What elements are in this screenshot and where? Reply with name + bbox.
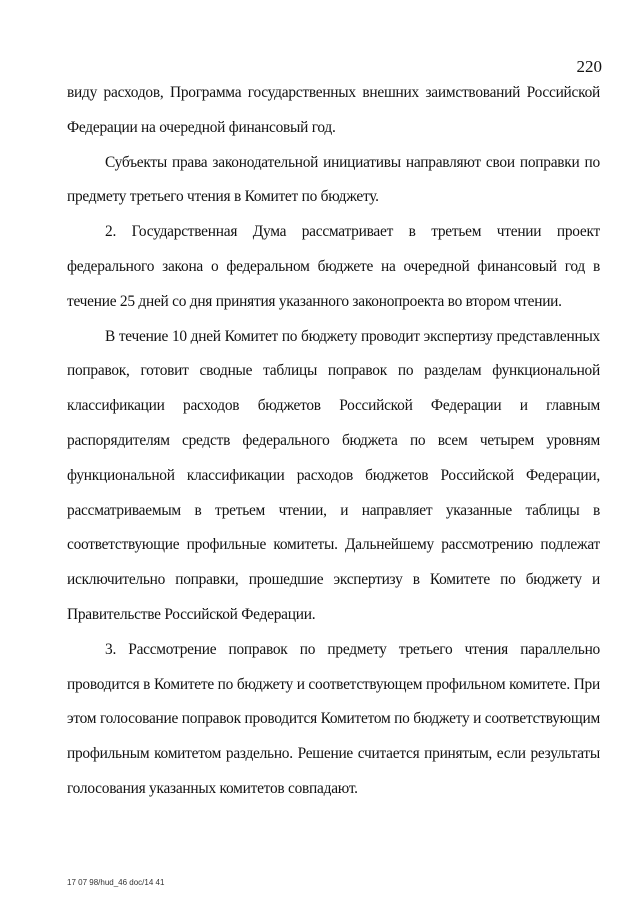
paragraph-committee-review: В течение 10 дней Комитет по бюджету проводит экспертизу представленных поправок, готовит сводные таблицы поправок по разделам функциональной классификации расходов бюджетов Российской Федерации и главным распорядителям средств федерального бюджета по всем четырем уровням функциональной классификации расходов бюджетов Российской Федерации, рассматриваемым в третьем чтении, и направляет указанные таблицы в соответствующие профильные комитеты. Дальнейшему рассмотрению подлежат исключительно поправки, прошедшие экспертизу в Комитете по бюджету и Правительстве Российской Федерации. [67, 327, 600, 623]
footer-file-info: 17 07 98/hud_46 doc/14 41 [67, 878, 165, 887]
paragraph-amendments-submission: Субъекты права законодательной инициативы направляют свои поправки по предмету третьего чтения в Комитет по бюджету. [67, 153, 600, 206]
page-number: 220 [576, 57, 602, 76]
body-text [67, 76, 600, 807]
paragraph-item-2: 2. Государственная Дума рассматривает в третьем чтении проект федерального закона о федеральном бюджете на очередной финансовый год в течение 25 дней со дня принятия указанного законопроекта во втором чтении. [67, 223, 600, 310]
paragraph-item-3: 3. Рассмотрение поправок по предмету третьего чтения параллельно проводится в Комитете по бюджету и соответствующем профильном комитете. При этом голосование поправок проводится Комитетом по бюджету и соответствующим профильным комитетом раздельно. Решение считается принятым, если результаты голосования указанных комитетов совпадают. [67, 640, 600, 797]
paragraph-continuation: виду расходов, Программа государственных внешних заимствований Российской Федерации на очередной финансовый год. [67, 84, 600, 136]
